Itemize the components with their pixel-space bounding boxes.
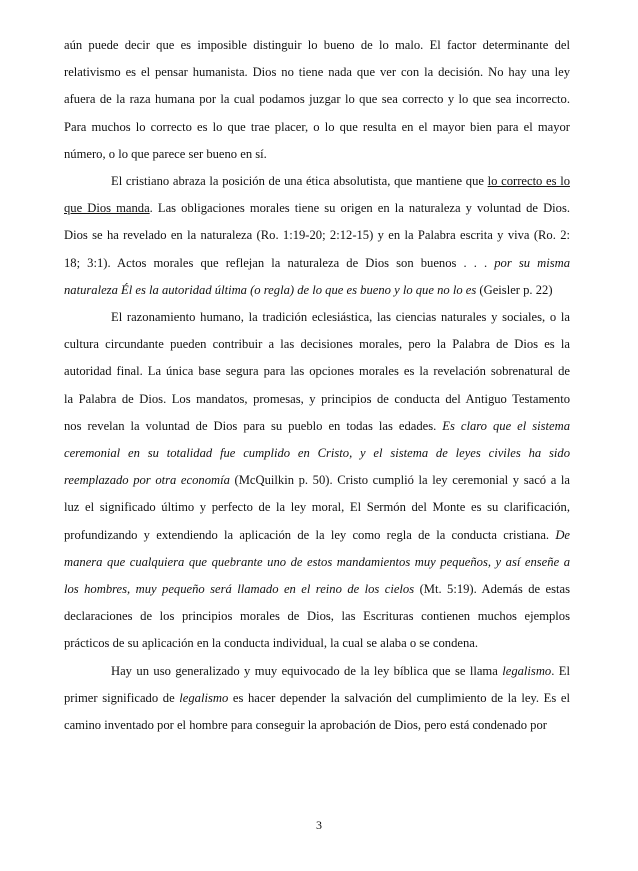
text-run: declaraciones de los principios morales de Dios, las Escrituras contienen muchos ejemplos: [64, 609, 570, 624]
text-run: la Palabra de Dios. Los mandatos, promesas, y principios de conducta del Antiguo Testamento: [64, 391, 570, 406]
text-line: [64, 445, 570, 461]
text-line: [64, 119, 570, 135]
text-run: autoridad final. La única base segura para las opciones morales es la revelación sobrenatural de: [64, 364, 570, 379]
text-line: [64, 363, 570, 379]
text-run: (McQuilkin p. 50). Cristo cumplió la ley ceremonial y sacó a la: [229, 473, 570, 488]
underlined-text: que Dios manda: [64, 201, 150, 216]
text-line: [111, 309, 570, 325]
text-line: [64, 418, 570, 434]
text-run: El razonamiento humano, la tradición eclesiástica, las ciencias naturales y sociales, o la: [111, 310, 570, 324]
italic-text: legalismo: [502, 663, 552, 678]
text-line: [64, 690, 570, 706]
text-run: . Las obligaciones morales tiene su origen en la naturaleza y voluntad de Dios.: [149, 201, 571, 216]
text-run: Para muchos lo correcto es lo que trae placer, o lo que resulta en el mayor bien para el mayor: [64, 119, 570, 134]
text-run: (Mt. 5:19). Además de estas: [414, 582, 570, 596]
text-line: [64, 64, 570, 80]
italic-text: legalismo: [179, 690, 229, 705]
text-line: [64, 472, 570, 488]
text-line: [64, 608, 570, 624]
text-run: aún puede decir que es imposible distinguir lo bueno de lo malo. El factor determinante del: [64, 38, 570, 52]
text-line: [64, 527, 570, 543]
text-run: 18; 3:1). Actos morales que reflejan la naturaleza de Dios son buenos . . .: [64, 255, 495, 270]
text-run: El cristiano abraza la posición de una ética absolutista, que mantiene que: [111, 174, 488, 188]
text-run: . El: [551, 663, 570, 678]
text-line: [64, 200, 570, 216]
text-line: [64, 227, 570, 243]
italic-text: ceremonial en su totalidad fue cumplido en Cristo, y el sistema de leyes civiles ha sido: [64, 446, 570, 460]
text-line: [64, 282, 570, 298]
text-run: nos revelan la voluntad de Dios para su pueblo en todas las edades.: [64, 418, 443, 433]
text-run: afuera de la raza humana por la cual podamos juzgar lo que sea correcto y lo que sea incorrecto.: [64, 92, 570, 107]
text-run: prácticos de su aplicación en la conducta individual, la cual se alaba o se condena.: [64, 636, 479, 651]
text-line: [111, 663, 570, 679]
text-line: [64, 717, 570, 733]
underlined-text: lo correcto es lo: [487, 174, 570, 188]
text-line: [64, 91, 570, 107]
text-run: Hay un uso generalizado y muy equivocado de la ley bíblica que se llama: [111, 663, 503, 678]
text-line: [64, 336, 570, 352]
text-run: Dios se ha revelado en la naturaleza (Ro. 1:19-20; 2:12-15) y en la Palabra escrita y viva (Ro. 2:: [64, 228, 570, 243]
text-run: cultura circundante pueden contribuir a las decisiones morales, pero la Palabra de Dios es la: [64, 337, 570, 352]
text-run: luz el significado último y perfecto de la ley moral, El Sermón del Monte es su clarificación,: [64, 500, 570, 515]
text-run: profundizando y extendiendo la aplicación de la ley como regla de la conducta cristiana.: [64, 527, 556, 542]
text-run: número, o lo que parece ser bueno en sí.: [64, 146, 267, 161]
italic-text: naturaleza Él es la autoridad última (o regla) de lo que es bueno y lo que no lo es: [64, 282, 477, 297]
text-run: primer significado de: [64, 690, 180, 705]
text-line: [64, 37, 570, 53]
text-line: [64, 391, 570, 407]
text-line: [64, 499, 570, 515]
italic-text: De: [555, 527, 570, 542]
italic-text: reemplazado por otra economía: [64, 473, 230, 488]
italic-text: Es claro que el sistema: [442, 418, 571, 433]
italic-text: los hombres, muy pequeño será llamado en el reino de los cielos: [64, 582, 415, 596]
text-line: [111, 173, 570, 189]
italic-text: por su misma: [494, 255, 570, 270]
page-number: 3: [316, 818, 322, 832]
text-run: camino inventado por el hombre para conseguir la aprobación de Dios, pero está condenado por: [64, 718, 547, 732]
text-run: (Geisler p. 22): [476, 282, 553, 297]
text-line: [64, 554, 570, 570]
text-line: [64, 255, 570, 271]
text-line: [64, 146, 570, 162]
italic-text: manera que cualquiera que quebrante uno de estos mandamientos muy pequeños, y así enseñe a: [64, 554, 570, 569]
text-run: relativismo es el pensar humanista. Dios no tiene nada que ver con la decisión. No hay una ley: [64, 65, 570, 80]
text-line: [64, 635, 570, 651]
text-line: [64, 581, 570, 597]
text-run: es hacer depender la salvación del cumplimiento de la ley. Es el: [228, 690, 570, 705]
